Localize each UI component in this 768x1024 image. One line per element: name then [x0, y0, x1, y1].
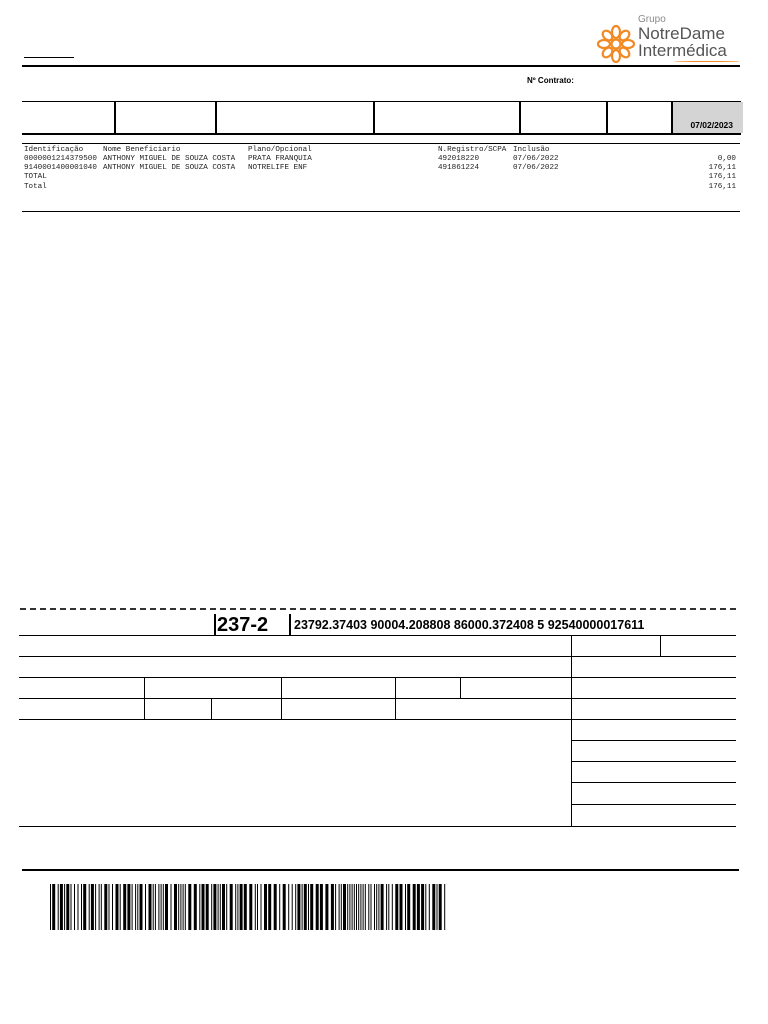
col-header-id: Identificação	[24, 146, 84, 154]
barcode-bar	[132, 884, 133, 930]
contract-label: Nº Contrato:	[527, 76, 574, 85]
barcode-bar	[395, 884, 398, 930]
logo-group-label: Grupo	[638, 14, 666, 25]
barcode-bar	[356, 884, 357, 930]
total-label: Total	[24, 183, 47, 191]
barcode-bar	[158, 884, 159, 930]
barcode-bar	[297, 884, 300, 930]
barcode-bar	[222, 884, 225, 930]
row-value: 0,00	[717, 155, 736, 163]
barcode-bar	[444, 884, 445, 930]
barcode-bar	[213, 884, 216, 930]
barcode-bar	[304, 884, 307, 930]
barcode-bar	[66, 884, 69, 930]
barcode-bar	[295, 884, 296, 930]
barcode-bar	[365, 884, 366, 930]
barcode-bar	[78, 884, 79, 930]
barcode-bar	[437, 884, 438, 930]
barcode-bar	[60, 884, 63, 930]
barcode-bar	[374, 884, 375, 930]
logo-underline	[674, 61, 740, 62]
barcode-bar	[386, 884, 387, 930]
barcode-bar	[240, 884, 243, 930]
row-date: 07/06/2022	[513, 164, 559, 172]
barcode-bar	[341, 884, 342, 930]
barcode-bar	[50, 884, 51, 930]
digitable-line: 23792.37403 90004.208808 86000.372408 5 92540000017611	[294, 618, 645, 632]
barcode-bar	[255, 884, 256, 930]
barcode-bar	[171, 884, 172, 930]
barcode-bar	[400, 884, 403, 930]
barcode-bar	[64, 884, 65, 930]
barcode-bar	[371, 884, 372, 930]
barcode-bar	[101, 884, 102, 930]
barcode-bar	[274, 884, 277, 930]
beneficiaries-table	[24, 146, 736, 206]
barcode-bar	[339, 884, 340, 930]
barcode-bar	[354, 884, 355, 930]
barcode-bar	[261, 884, 262, 930]
barcode-bar	[226, 884, 227, 930]
barcode-bar	[218, 884, 219, 930]
barcode-bar	[308, 884, 309, 930]
barcode-bar	[235, 884, 236, 930]
barcode-bar	[149, 884, 152, 930]
barcode-bar	[99, 884, 100, 930]
barcode	[50, 884, 450, 930]
barcode-bar	[161, 884, 162, 930]
barcode-bar	[358, 884, 359, 930]
barcode-bar	[343, 884, 346, 930]
row-name: ANTHONY MIGUEL DE SOUZA COSTA	[103, 155, 236, 163]
barcode-bar	[185, 884, 186, 930]
total-value: 176,11	[708, 183, 736, 191]
barcode-bar	[194, 884, 197, 930]
barcode-bar	[71, 884, 72, 930]
barcode-bar	[349, 884, 350, 930]
col-header-date: Inclusão	[513, 146, 550, 154]
barcode-bar	[249, 884, 252, 930]
barcode-bar	[153, 884, 154, 930]
barcode-bar	[360, 884, 361, 930]
barcode-bar	[220, 884, 221, 930]
row-plan: PRATA FRANQUIA	[248, 155, 312, 163]
barcode-bar	[206, 884, 209, 930]
barcode-bar	[429, 884, 430, 930]
barcode-bar	[320, 884, 323, 930]
barcode-bar	[81, 884, 82, 930]
barcode-bar	[279, 884, 280, 930]
row-name: ANTHONY MIGUEL DE SOUZA COSTA	[103, 164, 236, 172]
barcode-bar	[199, 884, 200, 930]
barcode-bar	[135, 884, 136, 930]
barcode-bar	[244, 884, 247, 930]
barcode-bar	[363, 884, 364, 930]
barcode-bar	[381, 884, 384, 930]
bank-code: 237-2	[217, 614, 269, 636]
col-header-name: Nome Beneficiario	[103, 146, 181, 154]
barcode-bar	[52, 884, 55, 930]
barcode-bar	[74, 884, 75, 930]
barcode-bar	[376, 884, 377, 930]
barcode-bar	[140, 884, 143, 930]
barcode-bar	[257, 884, 258, 930]
barcode-bar	[116, 884, 119, 930]
date-box	[671, 102, 743, 133]
row-id: 0000001214379500	[24, 155, 97, 163]
barcode-bar	[188, 884, 191, 930]
barcode-bar	[58, 884, 59, 930]
header-boxes	[22, 101, 741, 135]
barcode-bar	[91, 884, 94, 930]
barcode-bar	[425, 884, 426, 930]
barcode-bar	[316, 884, 319, 930]
barcode-bar	[127, 884, 130, 930]
cut-line	[20, 608, 736, 610]
barcode-bar	[405, 884, 406, 930]
row-value: 176,11	[708, 164, 736, 172]
barcode-bar	[178, 884, 179, 930]
barcode-bar	[283, 884, 286, 930]
barcode-bar	[268, 884, 271, 930]
col-header-plan: Plano/Opcional	[248, 146, 312, 154]
logo-line2: Intermédica	[638, 41, 727, 60]
table-bottom-rule	[22, 211, 740, 212]
barcode-bar	[331, 884, 334, 930]
boleto-section	[19, 612, 736, 828]
barcode-bar	[288, 884, 289, 930]
barcode-bar	[302, 884, 303, 930]
row-plan: NOTRELIFE ENF	[248, 164, 308, 172]
barcode-bar	[264, 884, 267, 930]
total-value: 176,11	[708, 173, 736, 181]
barcode-bar	[347, 884, 348, 930]
barcode-bar	[325, 884, 328, 930]
barcode-bar	[352, 884, 353, 930]
barcode-bar	[388, 884, 389, 930]
barcode-bar	[95, 884, 96, 930]
barcode-bar	[174, 884, 177, 930]
barcode-bar	[407, 884, 410, 930]
barcode-bar	[83, 884, 86, 930]
barcode-bar	[104, 884, 107, 930]
row-date: 07/06/2022	[513, 155, 559, 163]
barcode-bar	[137, 884, 138, 930]
top-short-rule	[24, 57, 74, 58]
barcode-bar	[123, 884, 126, 930]
date-value: 07/02/2023	[690, 120, 733, 130]
row-id: 9140001400001040	[24, 164, 97, 172]
barcode-bar	[89, 884, 90, 930]
barcode-bar	[335, 884, 336, 930]
barcode-bar	[145, 884, 146, 930]
flower-logo-icon	[596, 24, 636, 64]
barcode-bar	[165, 884, 168, 930]
barcode-bar	[292, 884, 293, 930]
barcode-bar	[183, 884, 184, 930]
logo-line1: NotreDame	[638, 24, 725, 43]
company-logo	[596, 14, 746, 66]
barcode-bar	[439, 884, 442, 930]
barcode-bar	[155, 884, 156, 930]
barcode-bar	[230, 884, 233, 930]
row-reg: 492018220	[438, 155, 480, 163]
barcode-bar	[368, 884, 369, 930]
barcode-bar	[392, 884, 393, 930]
barcode-bar	[109, 884, 110, 930]
barcode-bar	[112, 884, 113, 930]
barcode-bar	[237, 884, 238, 930]
barcode-bar	[120, 884, 121, 930]
barcode-bar	[180, 884, 181, 930]
barcode-bar	[378, 884, 379, 930]
barcode-bar	[310, 884, 313, 930]
barcode-bar	[417, 884, 420, 930]
barcode-bar	[202, 884, 205, 930]
barcode-bar	[211, 884, 212, 930]
top-rule	[22, 65, 740, 67]
total-label: TOTAL	[24, 173, 47, 181]
barcode-bar	[421, 884, 424, 930]
table-top-rule	[22, 143, 740, 144]
col-header-reg: N.Registro/SCPA	[438, 146, 507, 154]
row-reg: 491861224	[438, 164, 480, 172]
barcode-bar	[163, 884, 164, 930]
barcode-bar	[432, 884, 435, 930]
barcode-bar	[413, 884, 416, 930]
bottom-rule	[22, 869, 739, 871]
